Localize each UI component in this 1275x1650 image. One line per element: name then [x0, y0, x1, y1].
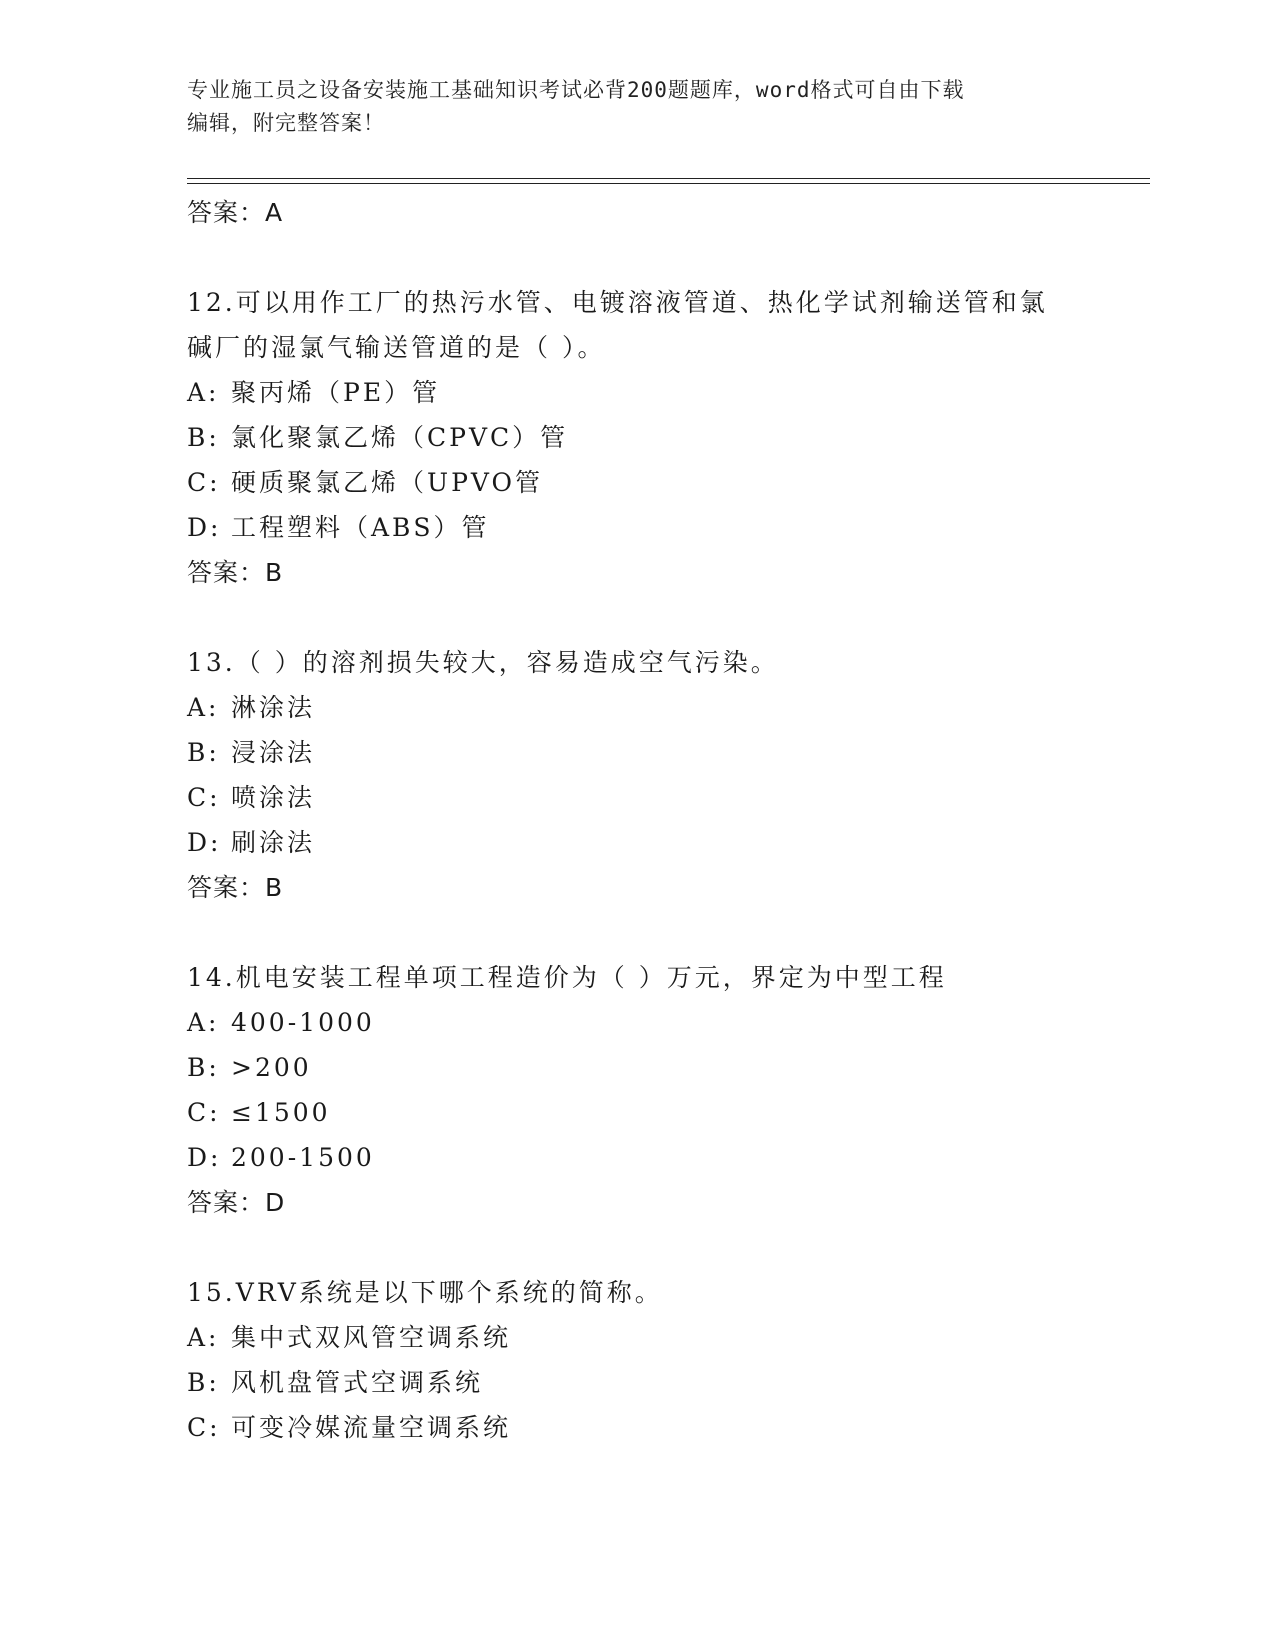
- option-a: [187, 1315, 1087, 1360]
- option-key: D:: [187, 1143, 222, 1172]
- question-text: 碱厂的湿氯气输送管道的是（ ）。: [187, 333, 606, 362]
- option-text: 淋涂法: [231, 693, 316, 722]
- option-text: 刷涂法: [231, 828, 316, 857]
- option-key: B:: [187, 1053, 220, 1082]
- option-b: [187, 1360, 1087, 1405]
- option-d: [187, 505, 1087, 550]
- option-text: 喷涂法: [231, 783, 316, 812]
- option-key: C:: [187, 783, 221, 812]
- option-d: [187, 820, 1087, 865]
- option-text: >200: [231, 1053, 312, 1082]
- answer-label: 答案：B: [187, 558, 284, 587]
- option-a: [187, 370, 1087, 415]
- option-key: B:: [187, 1368, 220, 1397]
- header-line-2: 编辑，附完整答案！: [187, 111, 385, 135]
- header-rule-bottom: [187, 183, 1150, 184]
- answer-label: 答案：B: [187, 873, 284, 902]
- question-text: 15.VRV系统是以下哪个系统的简称。: [187, 1278, 663, 1307]
- option-text: 集中式双风管空调系统: [231, 1323, 512, 1352]
- question-12: [187, 280, 1087, 595]
- question-14: [187, 955, 1087, 1225]
- answer-label: 答案：D: [187, 1188, 286, 1217]
- question-text: 14.机电安装工程单项工程造价为（ ）万元，界定为中型工程: [187, 963, 947, 992]
- option-key: C:: [187, 1413, 221, 1442]
- answer-label: 答案：A: [187, 198, 284, 227]
- option-key: A:: [187, 378, 220, 407]
- option-a: [187, 685, 1087, 730]
- option-text: 工程塑料（ABS）管: [231, 513, 490, 542]
- option-text: ≤1500: [231, 1098, 331, 1127]
- option-key: B:: [187, 738, 220, 767]
- option-text: 风机盘管式空调系统: [231, 1368, 484, 1397]
- option-c: [187, 775, 1087, 820]
- question-list: [187, 190, 1087, 1450]
- option-key: C:: [187, 468, 221, 497]
- option-c: [187, 1090, 1087, 1135]
- header-line-1: 专业施工员之设备安装施工基础知识考试必背200题题库，word格式可自由下载: [187, 78, 965, 102]
- option-b: [187, 1045, 1087, 1090]
- option-text: 硬质聚氯乙烯（UPVO管: [231, 468, 544, 497]
- option-a: [187, 1000, 1087, 1045]
- page-header: [187, 74, 1087, 140]
- option-key: B:: [187, 423, 220, 452]
- option-key: A:: [187, 693, 220, 722]
- option-text: 可变冷媒流量空调系统: [231, 1413, 512, 1442]
- option-text: 浸涂法: [231, 738, 316, 767]
- option-key: C:: [187, 1098, 221, 1127]
- option-text: 聚丙烯（PE）管: [231, 378, 441, 407]
- option-key: D:: [187, 828, 222, 857]
- option-key: A:: [187, 1323, 220, 1352]
- question-13: [187, 640, 1087, 910]
- option-text: 200-1500: [231, 1143, 375, 1172]
- option-c: [187, 1405, 1087, 1450]
- option-b: [187, 730, 1087, 775]
- option-key: A:: [187, 1008, 220, 1037]
- question-text: 13.（ ）的溶剂损失较大，容易造成空气污染。: [187, 648, 779, 677]
- option-b: [187, 415, 1087, 460]
- header-rule-top: [187, 178, 1150, 179]
- option-d: [187, 1135, 1087, 1180]
- option-text: 氯化聚氯乙烯（CPVC）管: [231, 423, 569, 452]
- option-c: [187, 460, 1087, 505]
- option-key: D:: [187, 513, 222, 542]
- option-text: 400-1000: [231, 1008, 375, 1037]
- question-15: [187, 1270, 1087, 1450]
- question-text: 12.可以用作工厂的热污水管、电镀溶液管道、热化学试剂输送管和氯: [187, 288, 1048, 317]
